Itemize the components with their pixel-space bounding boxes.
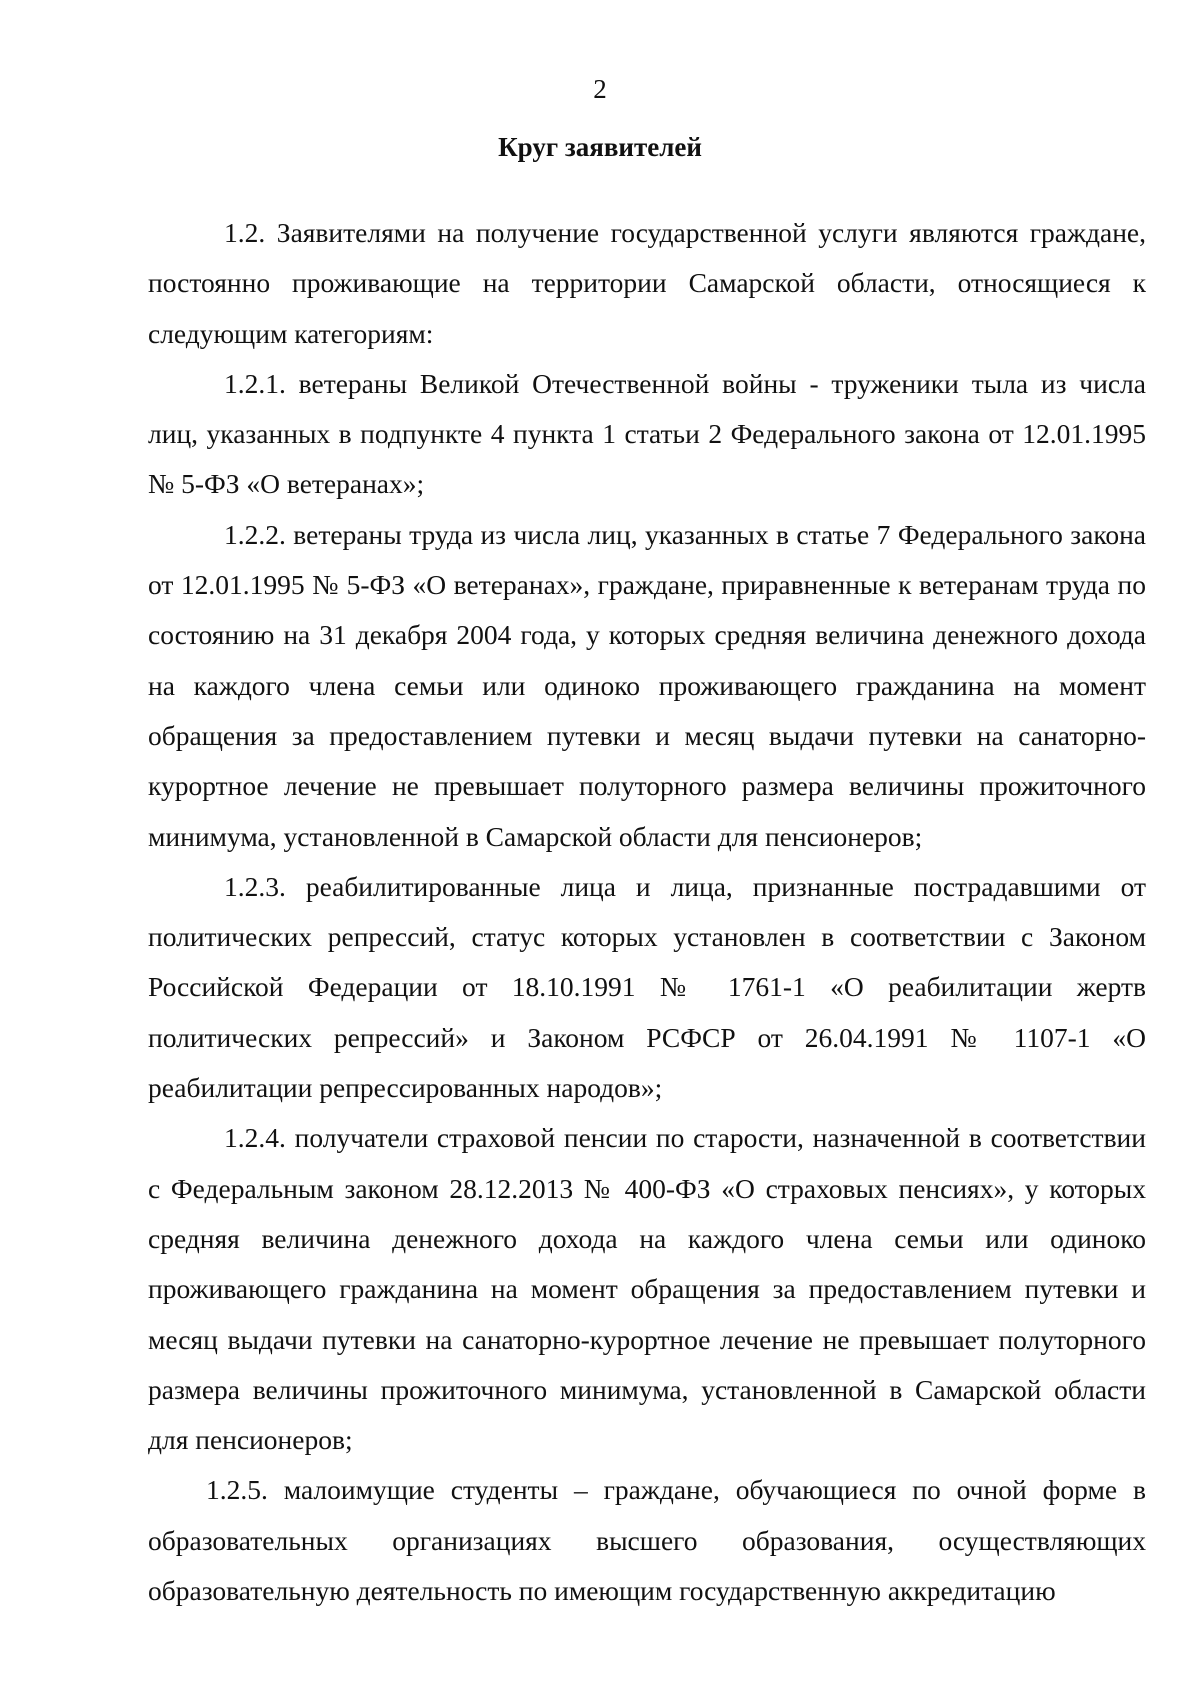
section-title: Круг заявителей (498, 132, 702, 162)
paragraph-1-2-4: 1.2.4. получатели страховой пенсии по старости, назначенной в соответствии с Федеральным законом 28.12.2013 № 400-ФЗ «О страховых пенсиях», у которых средняя величина денежного дохода на каждого члена семьи или одиноко проживающего гражданина на момент обращения за предоставлением путевки и месяц выдачи путевки на санаторно-курортное лечение не превышает полуторного размера величины прожиточного минимума, установленной в Самарской области для пенсионеров; (148, 1122, 1146, 1456)
paragraph-1-2: 1.2. Заявителями на получение государственной услуги являются граждане, постоянно проживающие на территории Самарской области, относящиеся к следующим категориям: (148, 217, 1146, 349)
paragraph-1-2-3: 1.2.3. реабилитированные лица и лица, признанные пострадавшими от политических репрессий, статус которых установлен в соответствии с Законом Российской Федерации от 18.10.1991 № 1761-1 «О реабилитации жертв политических репрессий» и Законом РСФСР от 26.04.1991 № 1107-1 «О реабилитации репрессированных народов»; (148, 870, 1146, 1104)
page-number: 2 (593, 74, 607, 104)
document-body (148, 208, 1146, 1616)
paragraph-1-2-1: 1.2.1. ветераны Великой Отечественной войны - труженики тыла из числа лиц, указанных в подпункте 4 пункта 1 статьи 2 Федерального закона от 12.01.1995 № 5-ФЗ «О ветеранах»; (148, 367, 1146, 500)
paragraph-1-2-2: 1.2.2. ветераны труда из числа лиц, указанных в статье 7 Федерального закона от 12.01.1995 № 5-ФЗ «О ветеранах», граждане, приравненные к ветеранам труда по состоянию на 31 декабря 2004 года, у которых средняя величина денежного дохода на каждого члена семьи или одиноко проживающего гражданина на момент обращения за предоставлением путевки и месяц выдачи путевки на санаторно-курортное лечение не превышает полуторного размера величины прожиточного минимума, установленной в Самарской области для пенсионеров; (148, 518, 1146, 852)
paragraph-1-2-5: 1.2.5. малоимущие студенты – граждане, обучающиеся по очной форме в образовательных организациях высшего образования, осуществляющих образовательную деятельность по имеющим государственную аккредитацию (148, 1474, 1146, 1607)
